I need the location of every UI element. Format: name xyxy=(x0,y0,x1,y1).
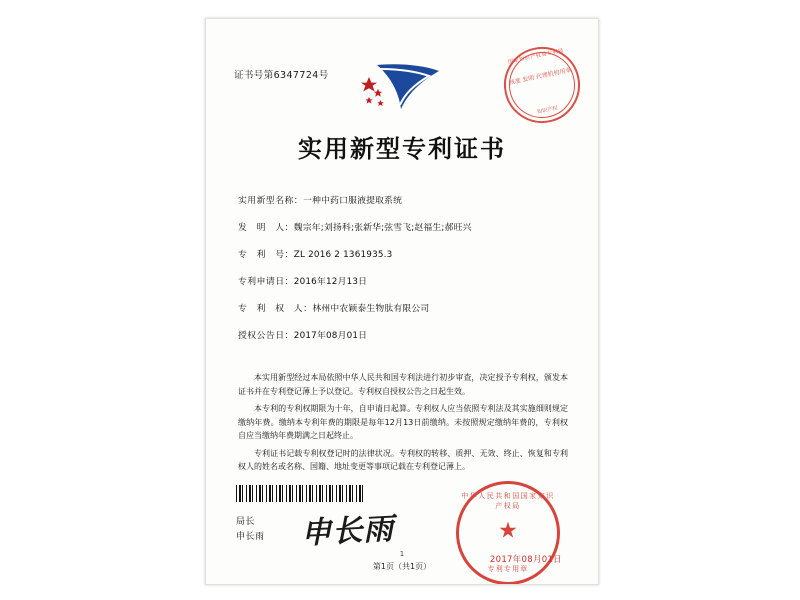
field-value: 魏宗年;刘扬科;张新华;弦雪飞;赵福生;郝旺兴 xyxy=(293,223,472,233)
field-value: ZL 2016 2 1361935.3 xyxy=(293,250,393,260)
footer-mark: 1 xyxy=(399,550,405,558)
page-title: 实用新型专利证书 xyxy=(298,134,506,163)
field-row-inventors xyxy=(238,222,568,234)
legal-paragraph: 本专利的专利权期限为十年，自申请日起算。专利权人应当依照专利法及其实施细则规定缴纳年费。缴纳本专利年费的期限是每年12月13日前缴纳。未按照规定缴纳年费的，专利权自应当缴纳年费期满之日起终止。 xyxy=(238,404,568,440)
certificate-number: 证书号第6347724号 xyxy=(234,70,329,81)
field-row-application-date xyxy=(238,276,568,288)
barcode xyxy=(236,485,366,502)
signature-label-line1: 局长 xyxy=(236,517,256,527)
field-label: 授权公告日： xyxy=(238,331,294,341)
seal-date: 2017年08月01日 xyxy=(489,555,562,565)
certificate-body xyxy=(206,19,598,584)
legal-text-block xyxy=(238,371,568,478)
field-list xyxy=(238,195,568,357)
legal-paragraph: 本实用新型经过本局依照中华人民共和国专利法进行初步审查，决定授予专利权，颁发本证书并在专利登记薄上予以登记。专利权自授权公告之日起生效。 xyxy=(238,373,568,396)
field-value: 一种中药口服液提取系统 xyxy=(303,196,403,206)
field-label: 专 利 权 人： xyxy=(238,304,313,314)
handwritten-signature: 申长雨 xyxy=(300,511,396,552)
field-value: 林州中农颖泰生物肽有限公司 xyxy=(312,304,430,314)
top-right-round-seal xyxy=(497,40,587,130)
star-icon: ★ xyxy=(498,518,518,544)
field-row-patentee xyxy=(238,303,568,315)
seal-bottom-text: 知识产权 xyxy=(536,105,559,116)
patent-emblem-icon xyxy=(359,59,445,115)
seal-top-arc-text: 中华人民共和国国家知识产权局 xyxy=(461,492,555,510)
field-value: 2016年12月13日 xyxy=(293,277,368,287)
field-row-patent-number xyxy=(238,249,568,261)
field-row-grant-date xyxy=(238,330,568,342)
field-label: 实用新型名称： xyxy=(238,196,304,206)
signature-label xyxy=(236,515,265,545)
field-value: 2017年08月01日 xyxy=(293,331,368,341)
patent-certificate-sheet xyxy=(205,18,599,585)
seal-mid-text: 核准 发明 代理机构用章 xyxy=(508,66,573,87)
field-label: 专 利 号： xyxy=(238,250,294,260)
seal-arc-text: 国家知识产权局专利局 xyxy=(507,47,565,66)
field-label: 发 明 人： xyxy=(238,223,294,233)
field-row-name xyxy=(238,195,568,207)
page-footer: 第1页（共1页） xyxy=(372,562,432,571)
seal-bottom-arc-text: 专利专用章 xyxy=(487,565,529,573)
signature-label-line2: 申长雨 xyxy=(236,532,265,542)
field-label: 专利申请日： xyxy=(238,277,294,287)
legal-paragraph: 专利证书记载专利权登记时的法律状况。专利权的转移、质押、无效、终止、恢复和专利权人的姓名或名称、国籍、地址变更等事项记载在专利登记薄上。 xyxy=(238,448,568,471)
